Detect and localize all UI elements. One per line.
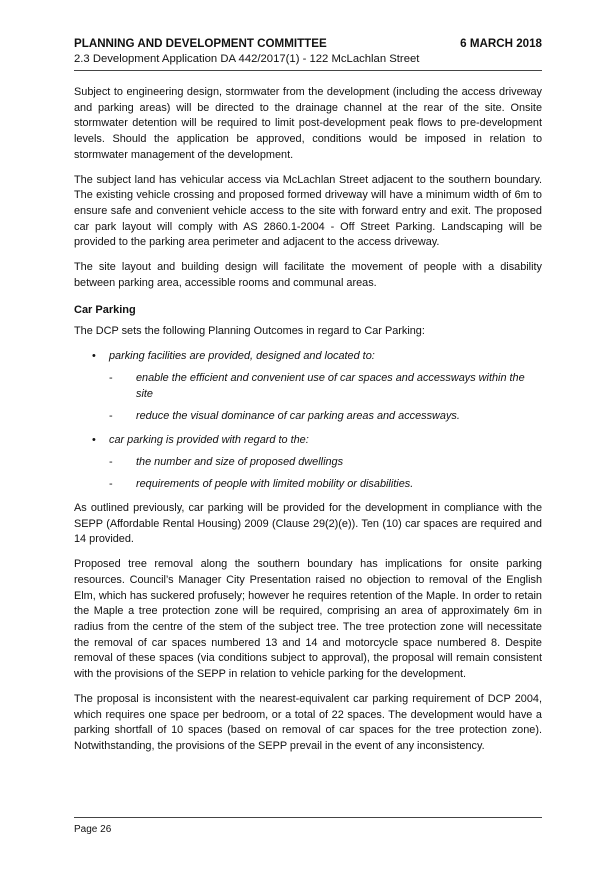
dash-icon: - <box>109 371 113 384</box>
page-header <box>74 36 542 51</box>
accessibility-paragraph: The site layout and building design will facilitate the movement of people with a disability between parking area, accessible rooms and communal areas. <box>74 261 542 289</box>
document-body <box>74 85 542 755</box>
sub-item <box>109 409 542 425</box>
outcome-sublist <box>109 371 542 425</box>
sub-item-text: enable the efficient and convenient use of car spaces and accessways within the site <box>136 371 525 400</box>
sub-item-text: requirements of people with limited mobility or disabilities. <box>136 478 414 491</box>
dash-icon: - <box>109 478 113 491</box>
outcome-item <box>74 349 542 425</box>
dash-icon: - <box>109 455 113 468</box>
page <box>74 36 542 764</box>
section-heading-car-parking: Car Parking <box>74 304 136 317</box>
meeting-date: 6 MARCH 2018 <box>460 37 542 50</box>
dcp-inconsistency-paragraph: The proposal is inconsistent with the nearest-equivalent car parking requirement of DCP 2004, which requires one space per bedroom, or a total of 22 spaces. The development would have a parking shortfall of 10 spaces (based on removal of car spaces for the tree protection zone). Notwithstanding, the provisions of the SEPP prevail in the event of any inconsistency. <box>74 692 542 752</box>
dcp-intro-paragraph: The DCP sets the following Planning Outcomes in regard to Car Parking: <box>74 325 425 338</box>
sub-item-text: the number and size of proposed dwellings <box>136 455 344 468</box>
committee-title: PLANNING AND DEVELOPMENT COMMITTEE <box>74 37 327 50</box>
outcome-text: parking facilities are provided, designed and located to: <box>109 350 375 363</box>
sub-item <box>109 371 542 402</box>
sub-item-text: reduce the visual dominance of car parking areas and accessways. <box>136 410 460 423</box>
header-divider <box>74 70 542 71</box>
item-title: 2.3 Development Application DA 442/2017(1) - 122 McLachlan Street <box>74 53 420 65</box>
outcome-text: car parking is provided with regard to the: <box>109 433 309 446</box>
dash-icon: - <box>109 410 113 423</box>
page-number: Page 26 <box>74 824 112 835</box>
outcome-sublist <box>109 455 542 493</box>
sub-item <box>109 455 542 471</box>
page-footer <box>74 817 542 836</box>
access-paragraph: The subject land has vehicular access via McLachlan Street adjacent to the southern boundary. The existing vehicle crossing and proposed formed driveway will have a minimum width of 6m to ensure safe and convenient vehicle access to the site with forward entry and exit. The proposed car park layout will comply with AS 2860.1-2004 - Off Street Parking. Landscaping will be provided to the parking area perimeter and adjacent to the access driveway. <box>74 173 542 249</box>
tree-removal-paragraph: Proposed tree removal along the southern boundary has implications for onsite parking resources. Council’s Manager City Presentation raised no objection to removal of the English Elm, which has suckered profusely; however he requires retention of the Maple. In order to retain the Maple a tree protection zone will be required, comprising an area of approximately 6m in radius from the centre of the stem of the subject tree. The tree protection zone will necessitate the removal of car spaces numbered 13 and 14 and motorcycle space numbered 8. Despite removal of these spaces (via conditions subject to approval), the proposal will remain consistent with the provisions of the SEPP in relation to vehicle parking for the development. <box>74 558 542 681</box>
outcome-item <box>74 433 542 493</box>
bullet-icon: • <box>92 433 96 446</box>
bullet-icon: • <box>92 350 96 363</box>
sepp-compliance-paragraph: As outlined previously, car parking will be provided for the development in compliance with the SEPP (Affordable Rental Housing) 2009 (Clause 29(2)(e)). Ten (10) car spaces are required and 14 provided. <box>74 502 542 546</box>
sub-item <box>109 477 542 493</box>
stormwater-paragraph: Subject to engineering design, stormwater from the development (including the access driveway and parking areas) will be directed to the drainage channel at the rear of the site. Onsite stormwater detention will be required to limit post-development peak flows to pre-development levels. Should the application be approved, conditions would be imposed in relation to stormwater management of the development. <box>74 86 542 161</box>
planning-outcomes-list <box>74 349 542 493</box>
